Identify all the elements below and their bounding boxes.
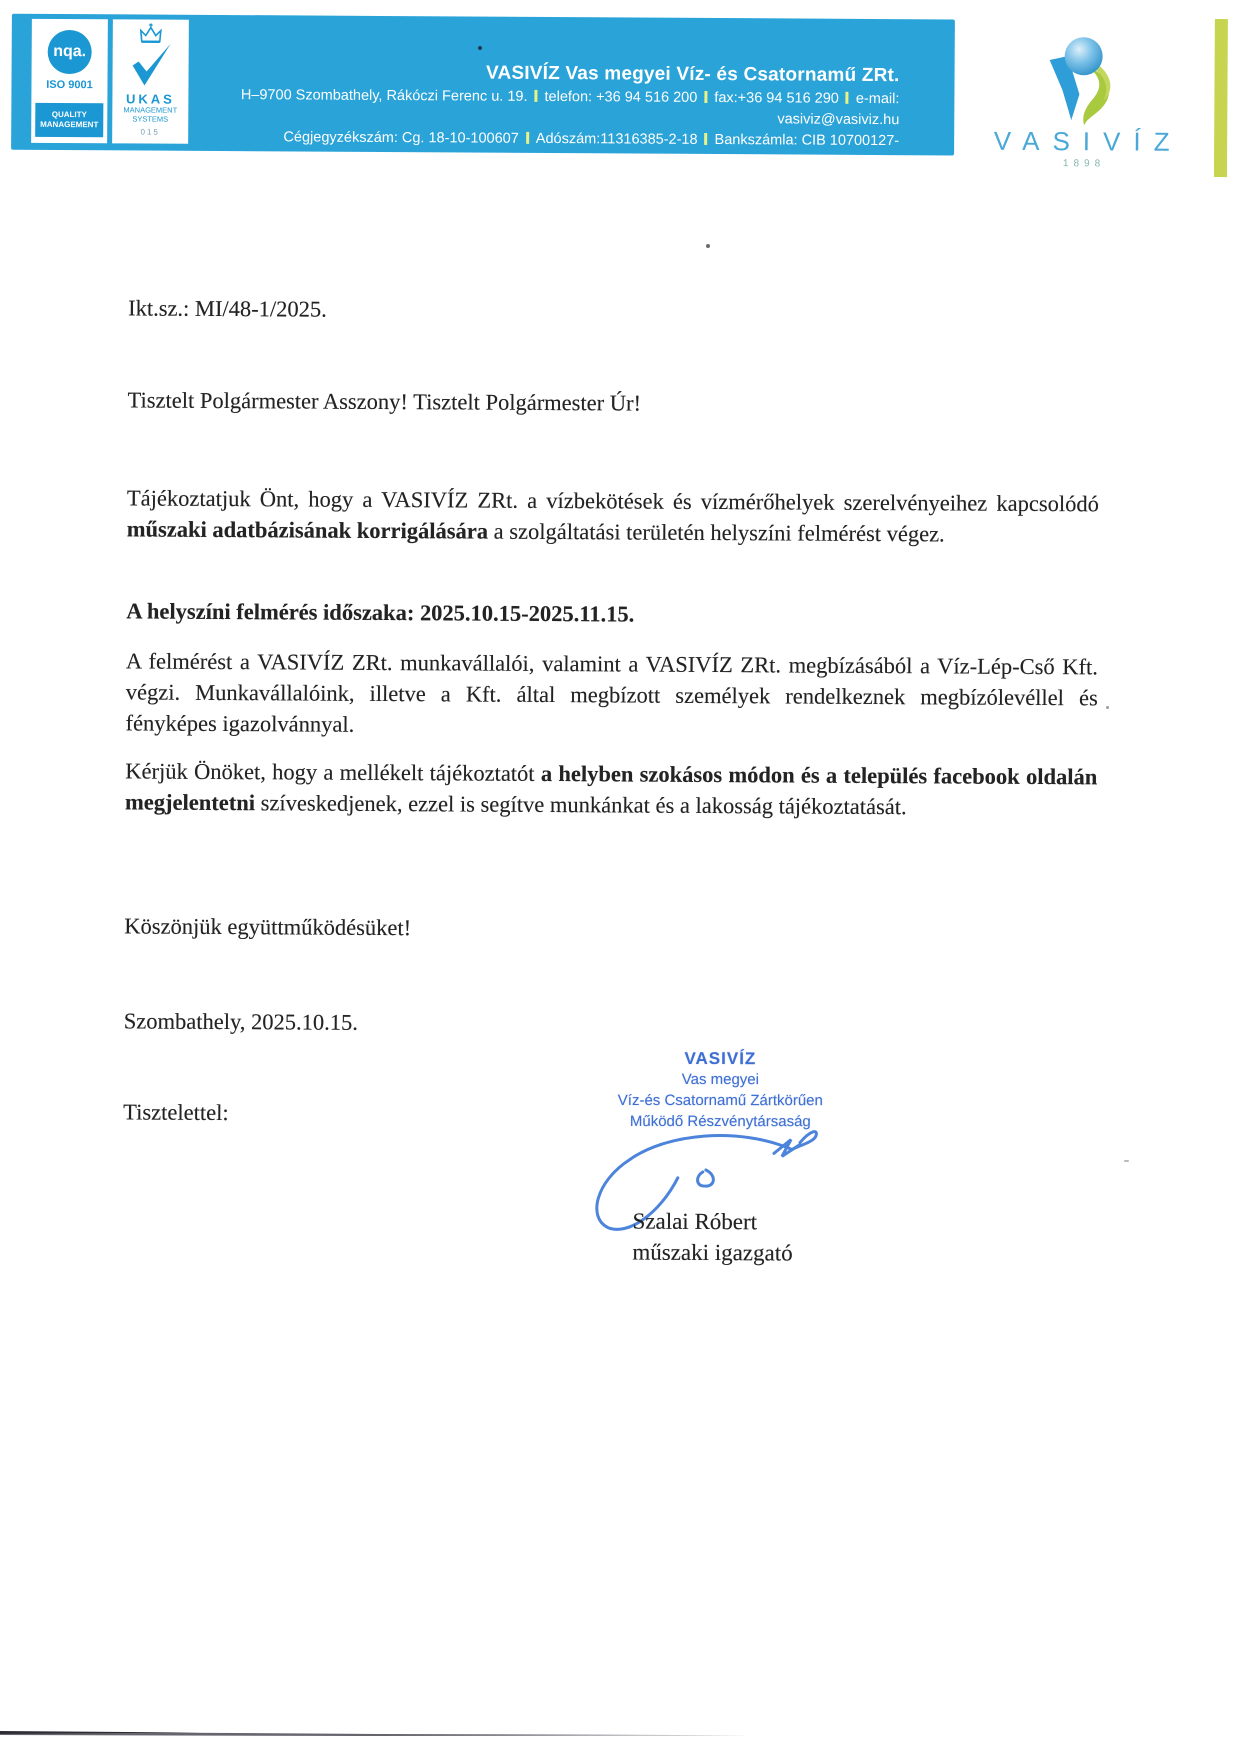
nqa-iso9001-badge [31,19,108,143]
nqa-logo-icon: nqa. [48,30,92,74]
checkmark-icon [128,41,174,91]
reference-number: Ikt.sz.: MI/48-1/2025. [128,295,327,322]
separator [705,133,708,145]
paragraph-bold-text: műszaki adatbázisának korrigálására [126,516,489,544]
separator [526,132,529,144]
header-text [231,59,900,173]
quality-management-label: QUALITY MANAGEMENT [35,103,103,137]
vasiviz-logo-icon [1039,34,1128,127]
signatory-block [632,1206,793,1269]
address: H–9700 Szombathely, Rákóczi Ferenc u. 19. [240,87,528,105]
paragraph-text: a szolgáltatási területén helyszíni felmérést végez. [487,518,945,547]
stamp-line: VASIVÍZ [684,1049,757,1069]
place-and-date: Szombathely, 2025.10.15. [123,1008,358,1035]
paragraph-text: Kérjük Önöket, hogy a mellékelt tájékoztatót [125,758,541,786]
green-edge-bar [1214,19,1228,177]
closing-salutation: Tisztelettel: [123,1099,229,1126]
stamp-line: Víz-és Csatornamű Zártkörűen [617,1091,823,1110]
stamp-line: Vas megyei [681,1071,759,1089]
stamp-line: Működő Részvénytársaság [629,1112,811,1131]
ukas-label: UKAS [125,91,175,107]
management-systems-label: MANAGEMENT SYSTEMS [123,105,178,124]
company-name: VASIVÍZ Vas megyei Víz- és Csatornamű ZRt. [485,62,900,87]
email: e-mail: vasiviz@vasiviz.hu [777,90,900,129]
separator [846,92,849,104]
logo-founding-year: 1898 [1062,158,1106,170]
ukas-number: 015 [140,127,160,137]
bank-account: Bankszámla: CIB 10700127-04568504-51100005 [714,132,900,171]
iso9001-label: ISO 9001 [46,78,93,92]
paragraph-bold-text: a helyben szokásos módon és a település facebook oldalán megjelentetni [125,760,1098,816]
separator [534,90,537,102]
company-registry-number: Cégjegyzékszám: Cg. 18-10-100607 [283,129,519,147]
paragraph-survey-info [127,482,1099,550]
paragraph-request [125,755,1097,823]
registry-line [231,127,899,173]
salutation: Tisztelt Polgármester Asszony! Tisztelt Polgármester Úr! [127,387,642,416]
survey-period-line: A helyszíni felmérés időszaka: 2025.10.15-2025.11.15. [126,598,635,627]
fax: fax:+36 94 516 290 [714,89,839,107]
thanks-line: Köszönjük együttműködésüket! [124,913,412,941]
scan-artifact-line [0,1729,750,1739]
ukas-badge [112,19,189,143]
logo-wordmark: VASIVÍZ [993,125,1183,157]
signatory-title: műszaki igazgató [632,1239,793,1266]
scan-speck [706,244,710,248]
signatory-name: Szalai Róbert [632,1208,758,1235]
paragraph-surveyors: A felmérést a VASIVÍZ ZRt. munkavállalói, valamint a VASIVÍZ ZRt. megbízásából a Víz-Lép-Cső Kft. végzi. Munkavállalóink, illetve a Kft. által megbízott személyek rendelkeznek megbízólevéllel és fényképes igazolvánnyal. [125,648,1099,737]
separator [704,91,707,103]
contact-line [231,85,899,131]
scan-speck [478,46,482,50]
tax-number: Adószám:11316385-2-18 [535,130,698,148]
paragraph-text: szíveskedjenek, ezzel is segítve munkánkat és a lakosság tájékoztatását. [254,790,907,820]
vasiviz-logo [954,19,1210,181]
header-bar [11,14,955,171]
paragraph-text: Tájékoztatjuk Önt, hogy a VASIVÍZ ZRt. a vízbekötések és vízmérőhelyek szerelvényeihez kapcsolódó [126,485,1100,517]
scan-speck [1124,1160,1129,1162]
scan-speck [1106,706,1109,709]
phone: telefon: +36 94 516 200 [544,88,698,106]
